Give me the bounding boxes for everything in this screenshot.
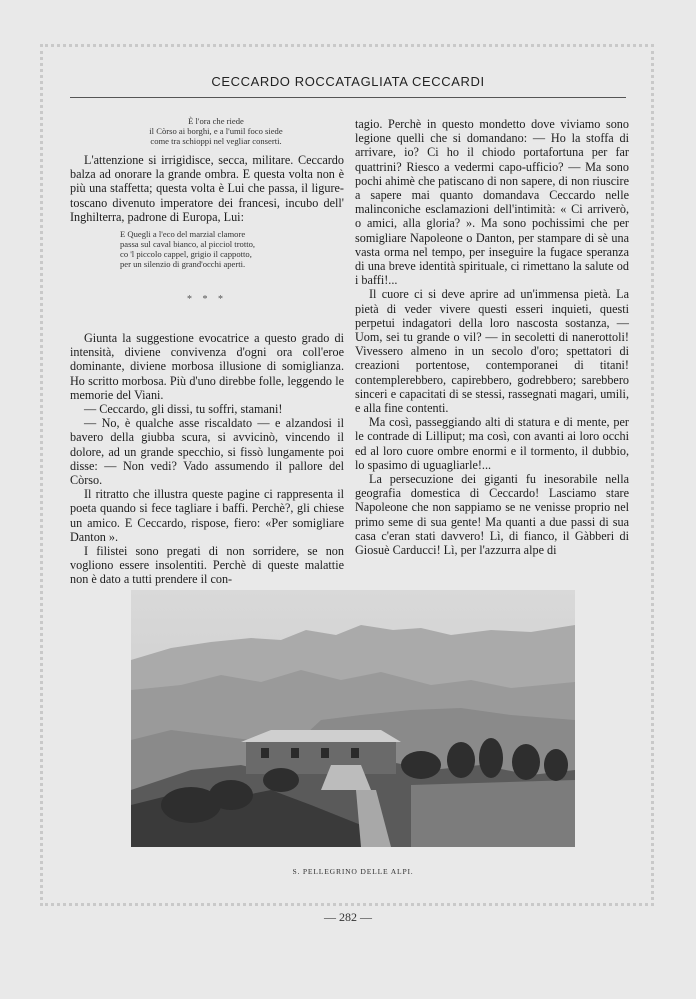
paragraph: La persecuzione dei giganti fu inesorabile nella geografia domestica di Ceccardo! Lasciamo stare Napoleone che non sappiamo se ne venisse proprio nel primo seme di sua gente! Ma quanti a due passi di sua casa c'eran stati davvero! Lì, di fianco, il Gàbberi di Giosuè Carducci! Lì, per l'azzurra alpe di: [355, 472, 629, 558]
paragraph: L'attenzione si irrigidisce, secca, militare. Ceccardo balza ad onorare la grande ombra. E questa volta non è più una staffetta; questa volta è Lui che passa, il ligure-toscano divenuto imperatore dei francesi, incubo dell' Inghilterra, padrone di Europa, Lui:: [70, 153, 344, 224]
paragraph: Giunta la suggestione evocatrice a questo grado di intensità, diviene convivenza d'ogni ora coll'eroe dominante, diviene morbosa illusione di somiglianza. Ho scritto morbosa. Più d'uno direbbe folle, leggendo le memorie del Viani.: [70, 331, 344, 402]
verse-line: E Quegli a l'eco del marzial clamore: [120, 229, 246, 240]
verse-line: È l'ora che riede: [188, 116, 244, 126]
head-rule: [70, 97, 626, 98]
photo-caption: S. PELLEGRINO DELLE ALPI.: [292, 867, 414, 876]
running-head: CECCARDO ROCCATAGLIATA CECCARDI: [211, 74, 485, 89]
paragraph: — Ceccardo, gli dissi, tu soffri, stamani!: [84, 402, 283, 417]
paragraph: I filistei sono pregati di non sorridere, se non vogliono essere insolentiti. Perchè di queste malattie non è dato a tutti prendere il con-: [70, 544, 344, 587]
paragraph: Ma così, passeggiando alti di statura e di mente, per le contrade di Lilliput; ma così, con avanti ai loro occhi ed al loro cuore ombre enormi e il tormento, il dubbio, lo spasimo di uguagliarle!...: [355, 415, 629, 472]
verse-quote-2: [70, 229, 344, 269]
paragraph: Il cuore ci si deve aprire ad un'immensa pietà. La pietà di veder vivere questi esseri inquieti, questi perpetui indagatori della loro nascosta sostanza, — Uom, sei tu grande o vil? — in secoletti di nanerottoli! Vivessero almeno in un secolo d'oro; spettatori di creazioni portentose, contemporanei di titani! contemplerebbero, capirebbero, godrebbero; sarebbero sinceri e capacitati di se stessi, rassegnati magari, umili, e alla fine contenti.: [355, 287, 629, 416]
verse-quote-1: [70, 116, 344, 146]
verse-line: per un silenzio di grand'occhi aperti.: [120, 259, 246, 270]
paragraph: Il ritratto che illustra queste pagine ci rappresenta il poeta quando si fece tagliare i baffi. Perchè?, gli chiese un amico. E Ceccardo, rispose, fiero: «Per somigliare Danton ».: [70, 487, 344, 544]
section-break-stars: * * *: [187, 294, 227, 306]
verse-line: il Còrso ai borghi, e a l'umil foco siede: [149, 126, 283, 136]
page-number: — 282 —: [324, 910, 372, 924]
verse-line: come tra schioppi nel vegliar conserti.: [150, 136, 282, 146]
mountain-landscape-illustration: [131, 590, 575, 847]
right-column: [355, 117, 629, 557]
landscape-photo: [131, 590, 575, 847]
paragraph: — No, è qualche asse riscaldato — e alzandosi il bavero della giubba scura, si avvicinò, vincendo il dolore, ad un grande specchio, si fissò lungamente poi disse: — Non vedi? Vado assumendo il pallore del Còrso.: [70, 416, 344, 488]
verse-line: co 'l piccolo cappel, grigio il cappotto,: [120, 249, 252, 260]
paragraph: tagio. Perchè in questo mondetto dove viviamo sono legione quelli che si domandano: — Ho la stoffa di arrivare, io? Ci ho il chiodo portafortuna per far quattrini? Riesco a vedermi capo-ufficio? — Ma sono pochi ahimè che patiscano di non sapere, di non riuscire a sapere mai quanto domandava Ceccardo nelle malinconiche esclamazioni dell'intimità: « Ci arriverò, o amici, alla gloria? ». Ma sono pochissimi che per somigliare Napoleone o Danton, per stampare di sè una vasta orma nel tempo, per inseguire la fugace speranza di una breve identità spirituale, ci rimettano la salute od i baffi!...: [355, 117, 629, 288]
verse-line: passa sul caval bianco, al picciol trotto,: [120, 239, 256, 250]
left-column: [70, 116, 344, 587]
